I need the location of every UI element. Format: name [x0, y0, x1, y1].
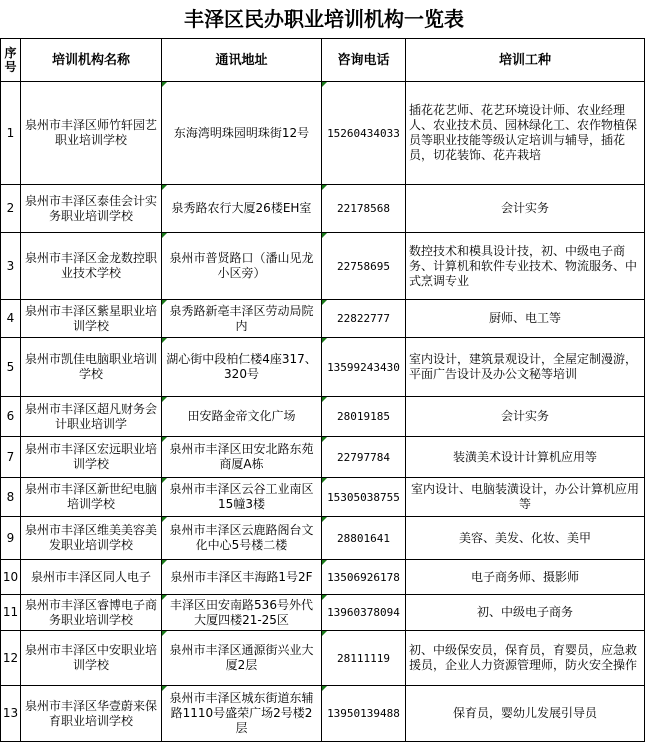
training-types: 插花花艺师、花艺环境设计师、农业经理人、农业技术员、园林绿化工、农作物植保员等职业技能等级认定培训与辅导，插花员，切花装饰、花卉栽培 [406, 82, 645, 185]
institution-name: 泉州市丰泽区同人电子 [21, 560, 162, 595]
table-row [1, 478, 645, 517]
table-row [1, 233, 645, 300]
row-number: 8 [1, 478, 21, 517]
institution-address: 田安路金帝文化广场 [162, 397, 322, 437]
institution-phone: 15260434033 [322, 82, 406, 185]
training-types: 初、中级电子商务 [406, 595, 645, 631]
header-types: 培训工种 [406, 39, 645, 82]
table-row [1, 595, 645, 631]
training-types: 保育员，婴幼儿发展引导员 [406, 686, 645, 742]
institution-name: 泉州市丰泽区华壹蔚来保育职业培训学校 [21, 686, 162, 742]
institution-phone: 13960378094 [322, 595, 406, 631]
table-row [1, 397, 645, 437]
training-types: 初、中级保安员，保育员，育婴员，应急救援员，企业人力资源管理师，防火安全操作 [406, 631, 645, 686]
institution-address: 丰泽区田安南路536号外代大厦四楼21-25区 [162, 595, 322, 631]
institution-name: 泉州市丰泽区宏远职业培训学校 [21, 437, 162, 478]
header-name: 培训机构名称 [21, 39, 162, 82]
header-row [1, 39, 645, 82]
institution-name: 泉州市丰泽区睿博电子商务职业培训学校 [21, 595, 162, 631]
institution-name: 泉州市丰泽区维美美容美发职业培训学校 [21, 517, 162, 560]
row-number: 7 [1, 437, 21, 478]
institution-name: 泉州市丰泽区紫星职业培训学校 [21, 300, 162, 338]
training-types: 美容、美发、化妆、美甲 [406, 517, 645, 560]
institution-name: 泉州市丰泽区师竹轩园艺职业培训学校 [21, 82, 162, 185]
table-row [1, 437, 645, 478]
institution-address: 泉州市丰泽区云谷工业南区15幢3楼 [162, 478, 322, 517]
institution-name: 泉州市丰泽区泰佳会计实务职业培训学校 [21, 185, 162, 233]
institution-address: 泉秀路新亳丰泽区劳动局院内 [162, 300, 322, 338]
row-number: 2 [1, 185, 21, 233]
table-row [1, 686, 645, 742]
institution-address: 泉州市丰泽区田安北路东苑商厦A栋 [162, 437, 322, 478]
header-seq: 序号 [1, 39, 21, 82]
training-types: 数控技术和模具设计技，初、中级电子商务、计算机和软件专业技术、物流服务、中式烹调专业 [406, 233, 645, 300]
row-number: 9 [1, 517, 21, 560]
row-number: 4 [1, 300, 21, 338]
table-row [1, 631, 645, 686]
row-number: 11 [1, 595, 21, 631]
institution-address: 泉秀路农行大厦26楼EH室 [162, 185, 322, 233]
institution-address: 东海湾明珠园明珠街12号 [162, 82, 322, 185]
institution-address: 泉州市丰泽区丰海路1号2F [162, 560, 322, 595]
training-institutions-table [0, 38, 645, 742]
institution-phone: 22822777 [322, 300, 406, 338]
institution-name: 泉州市丰泽区中安职业培训学校 [21, 631, 162, 686]
institution-phone: 13599243430 [322, 338, 406, 397]
institution-phone: 28111119 [322, 631, 406, 686]
institution-name: 泉州市凯佳电脑职业培训学校 [21, 338, 162, 397]
institution-address: 湖心街中段柏仁楼4座317、320号 [162, 338, 322, 397]
training-types: 厨师、电工等 [406, 300, 645, 338]
institution-phone: 22178568 [322, 185, 406, 233]
training-types: 室内设计，建筑景观设计，全屋定制漫游，平面广告设计及办公文秘等培训 [406, 338, 645, 397]
institution-phone: 28801641 [322, 517, 406, 560]
institution-name: 泉州市丰泽区超凡财务会计职业培训学 [21, 397, 162, 437]
institution-name: 泉州市丰泽区新世纪电脑培训学校 [21, 478, 162, 517]
institution-phone: 15305038755 [322, 478, 406, 517]
institution-phone: 13950139488 [322, 686, 406, 742]
training-types: 装潢美术设计计算机应用等 [406, 437, 645, 478]
row-number: 1 [1, 82, 21, 185]
institution-address: 泉州市普贤路口（潘山见龙小区旁） [162, 233, 322, 300]
page-title: 丰泽区民办职业培训机构一览表 [184, 7, 464, 31]
training-types: 电子商务师、摄影师 [406, 560, 645, 595]
header-address: 通讯地址 [162, 39, 322, 82]
table-row [1, 560, 645, 595]
row-number: 13 [1, 686, 21, 742]
table-row [1, 300, 645, 338]
institution-address: 泉州市丰泽区城东街道东辅路1110号盛荣广场2号楼2层 [162, 686, 322, 742]
table-row [1, 185, 645, 233]
institution-phone: 28019185 [322, 397, 406, 437]
training-types: 室内设计、电脑装潢设计，办公计算机应用等 [406, 478, 645, 517]
institution-name: 泉州市丰泽区金龙数控职业技术学校 [21, 233, 162, 300]
table-row [1, 82, 645, 185]
row-number: 5 [1, 338, 21, 397]
institution-phone: 13506926178 [322, 560, 406, 595]
training-types: 会计实务 [406, 397, 645, 437]
table-row [1, 338, 645, 397]
training-types: 会计实务 [406, 185, 645, 233]
row-number: 3 [1, 233, 21, 300]
institution-phone: 22797784 [322, 437, 406, 478]
row-number: 10 [1, 560, 21, 595]
table-row [1, 517, 645, 560]
institution-phone: 22758695 [322, 233, 406, 300]
institution-address: 泉州市丰泽区云鹿路阁台文化中心5号楼二楼 [162, 517, 322, 560]
row-number: 6 [1, 397, 21, 437]
header-phone: 咨询电话 [322, 39, 406, 82]
row-number: 12 [1, 631, 21, 686]
institution-address: 泉州市丰泽区通源街兴业大厦2层 [162, 631, 322, 686]
